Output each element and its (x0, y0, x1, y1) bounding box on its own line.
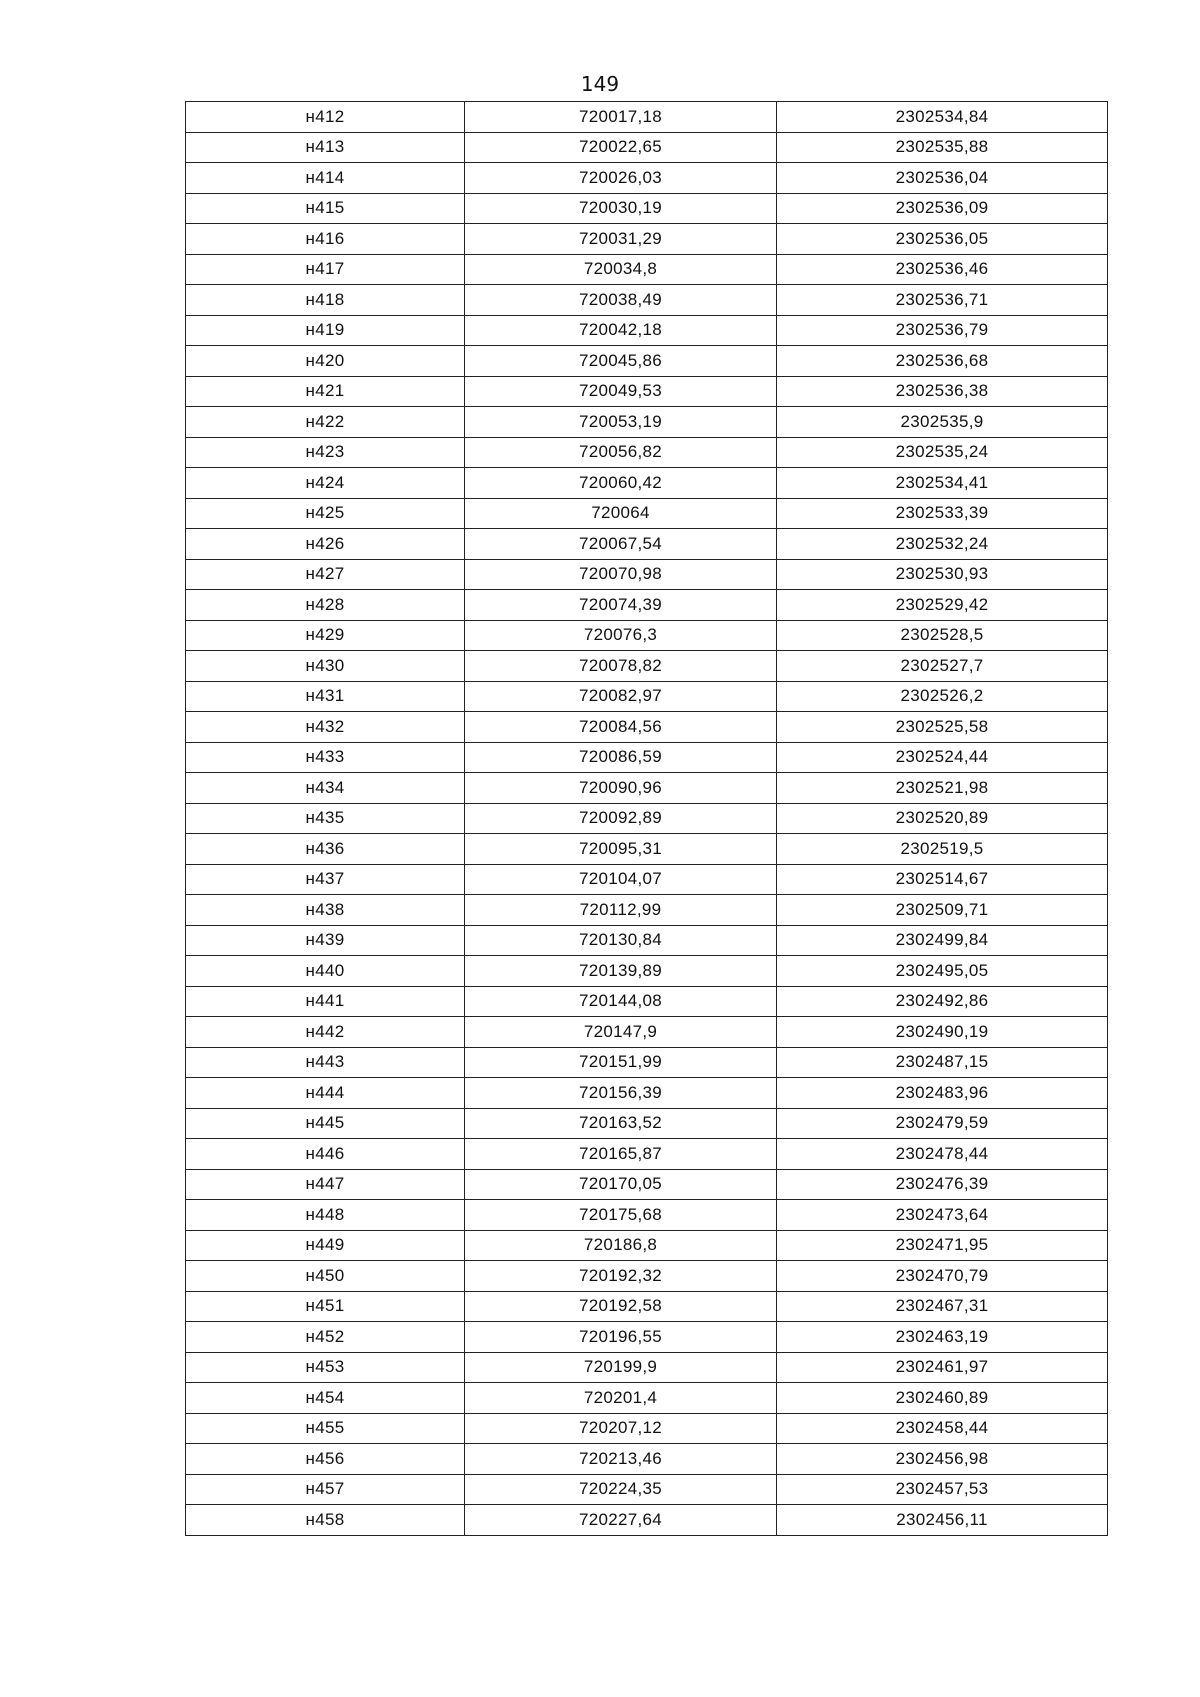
point-id-cell: н449 (186, 1230, 465, 1261)
y-coordinate-cell: 2302536,38 (777, 376, 1108, 407)
x-coordinate-cell: 720207,12 (465, 1413, 777, 1444)
table-row (186, 1474, 1108, 1505)
y-coordinate-cell: 2302470,79 (777, 1261, 1108, 1292)
x-coordinate-cell: 720147,9 (465, 1017, 777, 1048)
page-number: 149 (580, 72, 620, 96)
y-coordinate-cell: 2302492,86 (777, 986, 1108, 1017)
point-id-cell: н424 (186, 468, 465, 499)
coordinates-table-body (186, 102, 1108, 1536)
table-row (186, 1017, 1108, 1048)
table-row (186, 559, 1108, 590)
x-coordinate-cell: 720042,18 (465, 315, 777, 346)
y-coordinate-cell: 2302535,88 (777, 132, 1108, 163)
point-id-cell: н412 (186, 102, 465, 133)
y-coordinate-cell: 2302467,31 (777, 1291, 1108, 1322)
table-row (186, 590, 1108, 621)
x-coordinate-cell: 720095,31 (465, 834, 777, 865)
point-id-cell: н434 (186, 773, 465, 804)
x-coordinate-cell: 720090,96 (465, 773, 777, 804)
table-row (186, 742, 1108, 773)
x-coordinate-cell: 720034,8 (465, 254, 777, 285)
x-coordinate-cell: 720227,64 (465, 1505, 777, 1536)
table-row (186, 285, 1108, 316)
table-row (186, 468, 1108, 499)
x-coordinate-cell: 720156,39 (465, 1078, 777, 1109)
x-coordinate-cell: 720038,49 (465, 285, 777, 316)
x-coordinate-cell: 720213,46 (465, 1444, 777, 1475)
y-coordinate-cell: 2302457,53 (777, 1474, 1108, 1505)
y-coordinate-cell: 2302514,67 (777, 864, 1108, 895)
table-row (186, 1291, 1108, 1322)
point-id-cell: н444 (186, 1078, 465, 1109)
point-id-cell: н432 (186, 712, 465, 743)
y-coordinate-cell: 2302521,98 (777, 773, 1108, 804)
y-coordinate-cell: 2302473,64 (777, 1200, 1108, 1231)
point-id-cell: н437 (186, 864, 465, 895)
point-id-cell: н420 (186, 346, 465, 377)
table-row (186, 346, 1108, 377)
table-row (186, 986, 1108, 1017)
table-row (186, 315, 1108, 346)
y-coordinate-cell: 2302460,89 (777, 1383, 1108, 1414)
y-coordinate-cell: 2302478,44 (777, 1139, 1108, 1170)
x-coordinate-cell: 720192,58 (465, 1291, 777, 1322)
table-row (186, 651, 1108, 682)
table-row (186, 407, 1108, 438)
y-coordinate-cell: 2302526,2 (777, 681, 1108, 712)
x-coordinate-cell: 720078,82 (465, 651, 777, 682)
table-row (186, 498, 1108, 529)
table-row (186, 925, 1108, 956)
coordinates-table (185, 101, 1108, 1536)
y-coordinate-cell: 2302471,95 (777, 1230, 1108, 1261)
x-coordinate-cell: 720076,3 (465, 620, 777, 651)
y-coordinate-cell: 2302458,44 (777, 1413, 1108, 1444)
point-id-cell: н446 (186, 1139, 465, 1170)
y-coordinate-cell: 2302487,15 (777, 1047, 1108, 1078)
table-row (186, 132, 1108, 163)
y-coordinate-cell: 2302519,5 (777, 834, 1108, 865)
x-coordinate-cell: 720026,03 (465, 163, 777, 194)
x-coordinate-cell: 720192,32 (465, 1261, 777, 1292)
table-row (186, 1047, 1108, 1078)
table-row (186, 163, 1108, 194)
y-coordinate-cell: 2302532,24 (777, 529, 1108, 560)
x-coordinate-cell: 720022,65 (465, 132, 777, 163)
point-id-cell: н431 (186, 681, 465, 712)
point-id-cell: н418 (186, 285, 465, 316)
y-coordinate-cell: 2302463,19 (777, 1322, 1108, 1353)
x-coordinate-cell: 720084,56 (465, 712, 777, 743)
point-id-cell: н415 (186, 193, 465, 224)
y-coordinate-cell: 2302535,24 (777, 437, 1108, 468)
x-coordinate-cell: 720163,52 (465, 1108, 777, 1139)
x-coordinate-cell: 720074,39 (465, 590, 777, 621)
point-id-cell: н453 (186, 1352, 465, 1383)
x-coordinate-cell: 720064 (465, 498, 777, 529)
point-id-cell: н416 (186, 224, 465, 255)
y-coordinate-cell: 2302536,79 (777, 315, 1108, 346)
table-row (186, 1383, 1108, 1414)
point-id-cell: н443 (186, 1047, 465, 1078)
point-id-cell: н421 (186, 376, 465, 407)
point-id-cell: н450 (186, 1261, 465, 1292)
y-coordinate-cell: 2302476,39 (777, 1169, 1108, 1200)
x-coordinate-cell: 720170,05 (465, 1169, 777, 1200)
point-id-cell: н458 (186, 1505, 465, 1536)
y-coordinate-cell: 2302530,93 (777, 559, 1108, 590)
table-row (186, 1322, 1108, 1353)
point-id-cell: н414 (186, 163, 465, 194)
y-coordinate-cell: 2302536,46 (777, 254, 1108, 285)
table-row (186, 1169, 1108, 1200)
table-row (186, 1139, 1108, 1170)
table-row (186, 834, 1108, 865)
y-coordinate-cell: 2302520,89 (777, 803, 1108, 834)
table-row (186, 376, 1108, 407)
point-id-cell: н447 (186, 1169, 465, 1200)
x-coordinate-cell: 720112,99 (465, 895, 777, 926)
table-row (186, 102, 1108, 133)
y-coordinate-cell: 2302495,05 (777, 956, 1108, 987)
x-coordinate-cell: 720053,19 (465, 407, 777, 438)
table-row (186, 1230, 1108, 1261)
y-coordinate-cell: 2302534,84 (777, 102, 1108, 133)
point-id-cell: н427 (186, 559, 465, 590)
table-row (186, 773, 1108, 804)
point-id-cell: н419 (186, 315, 465, 346)
x-coordinate-cell: 720070,98 (465, 559, 777, 590)
table-row (186, 864, 1108, 895)
point-id-cell: н422 (186, 407, 465, 438)
y-coordinate-cell: 2302535,9 (777, 407, 1108, 438)
y-coordinate-cell: 2302536,71 (777, 285, 1108, 316)
table-row (186, 1505, 1108, 1536)
point-id-cell: н423 (186, 437, 465, 468)
point-id-cell: н436 (186, 834, 465, 865)
x-coordinate-cell: 720144,08 (465, 986, 777, 1017)
point-id-cell: н438 (186, 895, 465, 926)
table-row (186, 1261, 1108, 1292)
table-row (186, 1413, 1108, 1444)
x-coordinate-cell: 720049,53 (465, 376, 777, 407)
point-id-cell: н442 (186, 1017, 465, 1048)
y-coordinate-cell: 2302461,97 (777, 1352, 1108, 1383)
table-row (186, 1352, 1108, 1383)
y-coordinate-cell: 2302499,84 (777, 925, 1108, 956)
y-coordinate-cell: 2302490,19 (777, 1017, 1108, 1048)
x-coordinate-cell: 720139,89 (465, 956, 777, 987)
x-coordinate-cell: 720086,59 (465, 742, 777, 773)
x-coordinate-cell: 720031,29 (465, 224, 777, 255)
y-coordinate-cell: 2302536,05 (777, 224, 1108, 255)
point-id-cell: н439 (186, 925, 465, 956)
x-coordinate-cell: 720165,87 (465, 1139, 777, 1170)
y-coordinate-cell: 2302529,42 (777, 590, 1108, 621)
point-id-cell: н425 (186, 498, 465, 529)
x-coordinate-cell: 720130,84 (465, 925, 777, 956)
table-row (186, 254, 1108, 285)
table-row (186, 1200, 1108, 1231)
point-id-cell: н452 (186, 1322, 465, 1353)
x-coordinate-cell: 720082,97 (465, 681, 777, 712)
y-coordinate-cell: 2302536,68 (777, 346, 1108, 377)
y-coordinate-cell: 2302456,98 (777, 1444, 1108, 1475)
point-id-cell: н448 (186, 1200, 465, 1231)
y-coordinate-cell: 2302483,96 (777, 1078, 1108, 1109)
x-coordinate-cell: 720151,99 (465, 1047, 777, 1078)
table-row (186, 620, 1108, 651)
table-row (186, 681, 1108, 712)
table-row (186, 956, 1108, 987)
point-id-cell: н428 (186, 590, 465, 621)
point-id-cell: н454 (186, 1383, 465, 1414)
table-row (186, 1108, 1108, 1139)
point-id-cell: н433 (186, 742, 465, 773)
y-coordinate-cell: 2302527,7 (777, 651, 1108, 682)
point-id-cell: н435 (186, 803, 465, 834)
point-id-cell: н455 (186, 1413, 465, 1444)
y-coordinate-cell: 2302536,04 (777, 163, 1108, 194)
point-id-cell: н413 (186, 132, 465, 163)
point-id-cell: н430 (186, 651, 465, 682)
x-coordinate-cell: 720017,18 (465, 102, 777, 133)
x-coordinate-cell: 720196,55 (465, 1322, 777, 1353)
y-coordinate-cell: 2302528,5 (777, 620, 1108, 651)
x-coordinate-cell: 720030,19 (465, 193, 777, 224)
point-id-cell: н456 (186, 1444, 465, 1475)
point-id-cell: н457 (186, 1474, 465, 1505)
x-coordinate-cell: 720201,4 (465, 1383, 777, 1414)
point-id-cell: н426 (186, 529, 465, 560)
table-row (186, 1078, 1108, 1109)
x-coordinate-cell: 720067,54 (465, 529, 777, 560)
x-coordinate-cell: 720175,68 (465, 1200, 777, 1231)
point-id-cell: н445 (186, 1108, 465, 1139)
y-coordinate-cell: 2302533,39 (777, 498, 1108, 529)
x-coordinate-cell: 720199,9 (465, 1352, 777, 1383)
table-row (186, 224, 1108, 255)
x-coordinate-cell: 720224,35 (465, 1474, 777, 1505)
y-coordinate-cell: 2302534,41 (777, 468, 1108, 499)
table-row (186, 529, 1108, 560)
x-coordinate-cell: 720092,89 (465, 803, 777, 834)
table-row (186, 803, 1108, 834)
y-coordinate-cell: 2302536,09 (777, 193, 1108, 224)
x-coordinate-cell: 720060,42 (465, 468, 777, 499)
point-id-cell: н429 (186, 620, 465, 651)
point-id-cell: н417 (186, 254, 465, 285)
x-coordinate-cell: 720186,8 (465, 1230, 777, 1261)
y-coordinate-cell: 2302479,59 (777, 1108, 1108, 1139)
y-coordinate-cell: 2302509,71 (777, 895, 1108, 926)
x-coordinate-cell: 720045,86 (465, 346, 777, 377)
y-coordinate-cell: 2302456,11 (777, 1505, 1108, 1536)
table-row (186, 712, 1108, 743)
x-coordinate-cell: 720104,07 (465, 864, 777, 895)
y-coordinate-cell: 2302524,44 (777, 742, 1108, 773)
point-id-cell: н440 (186, 956, 465, 987)
table-row (186, 193, 1108, 224)
point-id-cell: н451 (186, 1291, 465, 1322)
y-coordinate-cell: 2302525,58 (777, 712, 1108, 743)
table-row (186, 1444, 1108, 1475)
table-row (186, 895, 1108, 926)
x-coordinate-cell: 720056,82 (465, 437, 777, 468)
table-row (186, 437, 1108, 468)
point-id-cell: н441 (186, 986, 465, 1017)
